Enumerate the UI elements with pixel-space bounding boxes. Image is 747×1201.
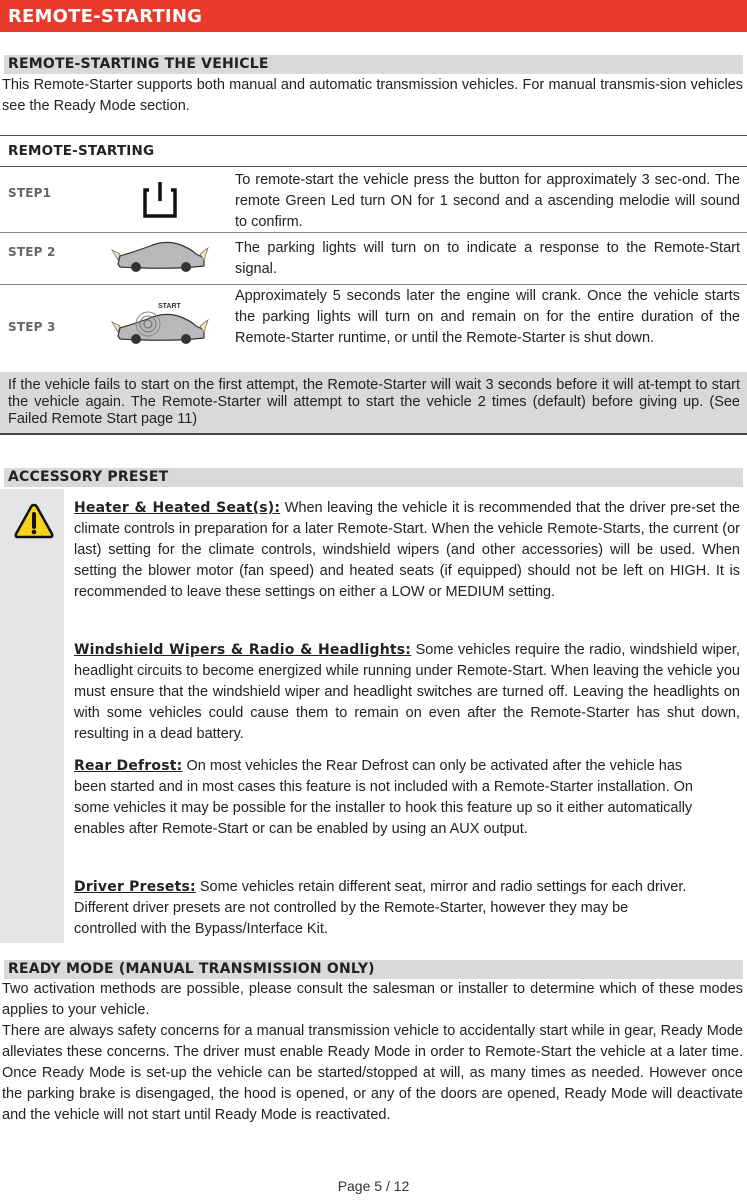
- header-banner: [0, 0, 747, 32]
- ready-mode-para2: There are always safety concerns for a manual transmission vehicle to accidentally start while in gear, Ready Mode alleviates these concerns. The driver must enable Ready Mode in order to Remote-Start the vehicle at a later time. Once Ready Mode is set-up the vehicle can be started/stopped at will, as many times as needed. However once the parking brake is disengaged, the hood is opened, or any of the doors are opened, Ready Mode will deactivate and the vehicle will not start until Ready Mode is reactivated.: [2, 1023, 743, 1123]
- warning-icon: [14, 503, 54, 539]
- page-title: REMOTE-STARTING: [8, 6, 203, 27]
- section-heading-text: REMOTE-STARTING THE VEHICLE: [8, 56, 269, 72]
- power-button-icon: [140, 178, 180, 220]
- accessory-item: [74, 756, 714, 840]
- warning-sidebar: [0, 489, 64, 943]
- table-top-rule: [0, 135, 747, 136]
- step-divider: [0, 232, 747, 233]
- section-heading-text: ACCESSORY PRESET: [8, 469, 169, 485]
- page-number: Page 5 / 12: [337, 1178, 410, 1194]
- step-text: Approximately 5 seconds later the engine will crank. Once the vehicle starts the parking lights will turn on and remain on for the entire duration of the Remote-Starter runtime, or until the Remote-Starter is shut down.: [235, 288, 740, 346]
- accessory-item-title: Windshield Wipers & Radio & Headlights:: [74, 642, 412, 658]
- accessory-item-body: When leaving the vehicle it is recommended that the driver pre-set the climate controls in preparation for a later Remote-Start. When the vehicle Remote-Starts, the current (or last) setting for the climate controls, windshield wipers (and other accessories) will be used. When setting the blower motor (fan speed) and heated seats (if equipped) should not be left on HIGH. It is recommended to leave these settings on either a LOW or MEDIUM setting.: [74, 500, 740, 600]
- step-label: STEP1: [8, 186, 52, 200]
- step-text: To remote-start the vehicle press the button for approximately 3 sec-ond. The remote Green Led turn ON for 1 second and a ascending melodie will sound to confirm.: [235, 172, 740, 230]
- accessory-item-body: Some vehicles require the radio, windshield wiper, headlight circuits to become energized while running under Remote-Start. When leaving the vehicle you must ensure that the windshield wiper and headlight switches are turned off. Leaving the headlights on with some vehicles could cause them to remain on even after the Remote-Starter has shut down, resulting in a dead battery.: [74, 642, 740, 742]
- step-text: The parking lights will turn on to indicate a response to the Remote-Start signal.: [235, 240, 740, 277]
- accessory-item: [74, 877, 694, 940]
- accessory-item-title: Rear Defrost:: [74, 758, 183, 774]
- note-text: If the vehicle fails to start on the first attempt, the Remote-Starter will wait 3 seconds before it will at-tempt to start the vehicle again. The Remote-Starter will attempt to start the vehicle 2 times (default) before giving up. (See Failed Remote Start page 11): [8, 377, 740, 427]
- accessory-item-body: Some vehicles retain different seat, mirror and radio settings for each driver. Different driver presets are not controlled by the Remote-Starter, however they may be controlled with the Bypass/Interface Kit.: [74, 879, 687, 937]
- car-start-icon: [110, 302, 210, 348]
- accessory-item: [74, 640, 740, 745]
- accessory-item-body: On most vehicles the Rear Defrost can only be activated after the vehicle has been started and in most cases this feature is not included with a Remote-Starter installation. On some vehicles it may be possible for the installer to hook this feature up so it either automatically enables after Remote-Start or can be enabled by using an AUX output.: [74, 758, 693, 837]
- step-divider: [0, 284, 747, 285]
- accessory-item-title: Driver Presets:: [74, 879, 196, 895]
- failed-start-note: [0, 372, 747, 435]
- step-label: STEP 3: [8, 320, 56, 334]
- section1-body: This Remote-Starter supports both manual and automatic transmission vehicles. For manual transmis-sion vehicles see the Ready Mode section.: [2, 77, 743, 114]
- section-heading-text: READY MODE (MANUAL TRANSMISSION ONLY): [8, 961, 375, 977]
- accessory-item-title: Heater & Heated Seat(s):: [74, 500, 281, 516]
- section-heading-accessory-preset: [4, 468, 743, 487]
- step-label: STEP 2: [8, 245, 56, 259]
- table-header-rule: [0, 166, 747, 167]
- car-lights-icon: [110, 236, 210, 276]
- steps-table-heading: REMOTE-STARTING: [8, 143, 155, 159]
- start-icon-label: START: [158, 303, 181, 310]
- section-heading-remote-starting-vehicle: [4, 55, 743, 74]
- accessory-item: [74, 498, 740, 603]
- ready-mode-para1: Two activation methods are possible, please consult the salesman or installer to determine which of these modes applies to your vehicle.: [2, 981, 743, 1018]
- section-heading-ready-mode: [4, 960, 743, 979]
